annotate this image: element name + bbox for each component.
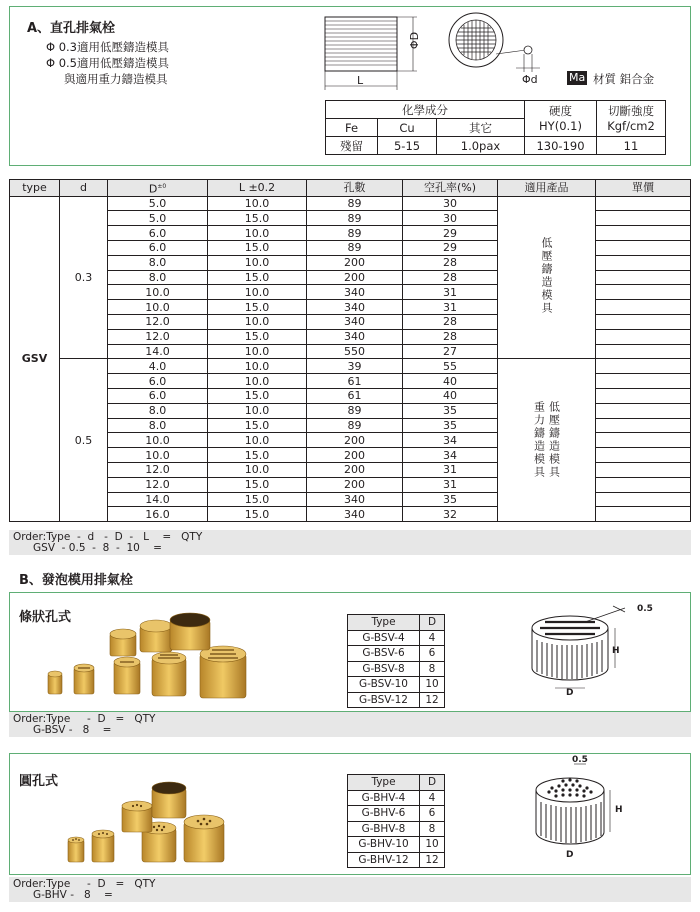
- col-holes: 孔數: [307, 180, 403, 197]
- type-cell: G-BSV-10: [348, 677, 420, 693]
- cell: 6.0: [108, 374, 208, 389]
- dim-l-label: L: [357, 74, 364, 87]
- cell: 12.0: [108, 315, 208, 330]
- bsv-col-type: Type: [348, 615, 420, 631]
- slot-dim-h: H: [612, 646, 620, 656]
- cell: 15.0: [208, 241, 307, 256]
- comp-val-fe: 殘留: [326, 137, 378, 155]
- cell: 10.0: [208, 374, 307, 389]
- section-a-title: A、直孔排氣栓: [27, 21, 116, 36]
- price-cell[interactable]: [596, 448, 691, 463]
- cell: 4.0: [108, 359, 208, 374]
- cell: 10.0: [208, 463, 307, 478]
- note-line-2: Φ 0.5適用低壓鑄造模具: [46, 56, 169, 70]
- cell: 61: [307, 389, 403, 404]
- cell: 55: [403, 359, 498, 374]
- cell: 200: [307, 463, 403, 478]
- bhv-table: [347, 774, 445, 868]
- col-big-d-tol: ±0: [157, 183, 167, 190]
- d-cell: 6: [420, 646, 445, 662]
- col-big-d: [108, 180, 208, 197]
- hole-dim-d: D: [566, 850, 574, 860]
- col-d: d: [60, 180, 108, 197]
- cell: 89: [307, 226, 403, 241]
- price-cell[interactable]: [596, 255, 691, 270]
- cell: 30: [403, 196, 498, 211]
- price-cell[interactable]: [596, 389, 691, 404]
- d-cell: 6: [420, 806, 445, 822]
- cell: 5.0: [108, 211, 208, 226]
- cell: 31: [403, 463, 498, 478]
- cell: 10.0: [208, 344, 307, 359]
- price-cell[interactable]: [596, 300, 691, 315]
- material-text: 材質 鋁合金: [593, 72, 655, 86]
- hardness-value: 130-190: [525, 137, 597, 155]
- price-cell[interactable]: [596, 359, 691, 374]
- cell: 15.0: [208, 329, 307, 344]
- type-cell: G-BSV-8: [348, 661, 420, 677]
- bsv-col-d: D: [420, 615, 445, 631]
- order-a-line-1: Order:Type - d - D - L = QTY: [13, 531, 203, 543]
- product-text-wrap: [498, 401, 595, 479]
- cell: 40: [403, 389, 498, 404]
- table-row: [348, 646, 445, 662]
- order-example-slot: [9, 712, 691, 737]
- type-cell: G-BSV-4: [348, 630, 420, 646]
- price-cell[interactable]: [596, 492, 691, 507]
- cell: 15.0: [208, 448, 307, 463]
- cell: 29: [403, 241, 498, 256]
- cell: 89: [307, 241, 403, 256]
- vent-side-drawing: [320, 12, 430, 92]
- order-slot-line-2: G-BSV - 8 =: [13, 724, 112, 736]
- section-a-notes: [46, 39, 169, 87]
- type-cell: G-BHV-6: [348, 806, 420, 822]
- cell: 8.0: [108, 418, 208, 433]
- cell: 10.0: [208, 226, 307, 241]
- cell: 14.0: [108, 492, 208, 507]
- cell: 34: [403, 448, 498, 463]
- hardness-label: 硬度: [549, 103, 572, 118]
- hardness-unit: HY(0.1): [539, 118, 582, 133]
- cut-header: [597, 101, 666, 137]
- table-row: [348, 692, 445, 708]
- hole-vents-photo: [62, 776, 242, 868]
- table-row: [348, 630, 445, 646]
- product-cell: [498, 196, 596, 359]
- cell: 200: [307, 433, 403, 448]
- price-cell[interactable]: [596, 418, 691, 433]
- cell: 8.0: [108, 255, 208, 270]
- bhv-col-type: Type: [348, 775, 420, 791]
- cell: 89: [307, 196, 403, 211]
- d-cell: 8: [420, 661, 445, 677]
- d-cell: 10: [420, 837, 445, 853]
- table-row: [348, 821, 445, 837]
- col-porosity: 空孔率(%): [403, 180, 498, 197]
- cell: 10.0: [208, 285, 307, 300]
- cell: 10.0: [108, 448, 208, 463]
- price-cell[interactable]: [596, 211, 691, 226]
- order-example-hole: [9, 877, 691, 902]
- composition-table: [325, 100, 666, 155]
- slot-vents-photo: [40, 612, 260, 707]
- cell: 35: [403, 403, 498, 418]
- gsv-spec-table: [9, 179, 691, 522]
- cell: 32: [403, 507, 498, 522]
- cell: 10.0: [208, 403, 307, 418]
- cell: 340: [307, 300, 403, 315]
- cell: 30: [403, 211, 498, 226]
- price-cell[interactable]: [596, 196, 691, 211]
- comp-col-other: 其它: [436, 119, 524, 137]
- slot-type-title: 條狀孔式: [19, 610, 72, 625]
- cell: 28: [403, 270, 498, 285]
- hole-vent-drawing: [530, 760, 640, 865]
- table-row: [348, 790, 445, 806]
- cell: 6.0: [108, 226, 208, 241]
- order-hole-line-2: G-BHV - 8 =: [13, 889, 113, 901]
- order-slot-line-1: Order:Type - D = QTY: [13, 713, 156, 725]
- d-cell: 10: [420, 677, 445, 693]
- table-row: [348, 852, 445, 868]
- type-cell: G-BHV-8: [348, 821, 420, 837]
- cell: 6.0: [108, 389, 208, 404]
- type-cell: G-BHV-4: [348, 790, 420, 806]
- type-cell: G-BHV-10: [348, 837, 420, 853]
- dim-d-label: ΦD: [408, 31, 422, 50]
- cell: 15.0: [208, 492, 307, 507]
- cell: 34: [403, 433, 498, 448]
- order-a-line-2: GSV - 0.5 - 8 - 10 =: [13, 542, 162, 554]
- order-example-a: [9, 530, 691, 555]
- price-cell[interactable]: [596, 315, 691, 330]
- cell: 16.0: [108, 507, 208, 522]
- cell: 15.0: [208, 389, 307, 404]
- price-cell[interactable]: [596, 344, 691, 359]
- cell: 31: [403, 285, 498, 300]
- material-badge: Ma: [569, 71, 586, 84]
- cell: 10.0: [108, 300, 208, 315]
- table-row: [348, 837, 445, 853]
- cell: 10.0: [208, 196, 307, 211]
- cell: 31: [403, 477, 498, 492]
- cell: 200: [307, 448, 403, 463]
- comp-val-cu: 5-15: [378, 137, 437, 155]
- note-line-3: 與適用重力鑄造模具: [64, 72, 168, 86]
- order-hole-line-1: Order:Type - D = QTY: [13, 878, 156, 890]
- cell: 89: [307, 418, 403, 433]
- cell: 340: [307, 507, 403, 522]
- cell: 40: [403, 374, 498, 389]
- price-cell[interactable]: [596, 463, 691, 478]
- type-cell: G-BSV-12: [348, 692, 420, 708]
- cell: 550: [307, 344, 403, 359]
- cell: 8.0: [108, 403, 208, 418]
- comp-col-fe: Fe: [326, 119, 378, 137]
- cell: 6.0: [108, 241, 208, 256]
- type-cell: G-BSV-6: [348, 646, 420, 662]
- cell: 10.0: [208, 315, 307, 330]
- cell: 15.0: [208, 300, 307, 315]
- dim-small-d-label: Φd: [522, 73, 538, 86]
- cell: 14.0: [108, 344, 208, 359]
- cell: 12.0: [108, 463, 208, 478]
- price-cell[interactable]: [596, 270, 691, 285]
- cut-value: 11: [597, 137, 666, 155]
- d-cell: 4: [420, 630, 445, 646]
- cell: 35: [403, 418, 498, 433]
- cell: 200: [307, 270, 403, 285]
- cell: 89: [307, 403, 403, 418]
- product-text-low: 低壓鑄造模具: [547, 401, 561, 480]
- composition-header: 化學成分: [326, 101, 525, 119]
- type-cell: G-BHV-12: [348, 852, 420, 868]
- cell: 15.0: [208, 418, 307, 433]
- cell: 340: [307, 315, 403, 330]
- bhv-col-d: D: [420, 775, 445, 791]
- product-cell: [498, 359, 596, 522]
- cell: 15.0: [208, 211, 307, 226]
- price-cell[interactable]: [596, 329, 691, 344]
- cell: 28: [403, 329, 498, 344]
- cell: 10.0: [108, 433, 208, 448]
- col-type: type: [10, 180, 60, 197]
- cut-label: 切斷強度: [608, 103, 654, 118]
- cell: 39: [307, 359, 403, 374]
- cell: 28: [403, 315, 498, 330]
- table-row: [10, 359, 691, 374]
- col-l: L ±0.2: [208, 180, 307, 197]
- cell: 8.0: [108, 270, 208, 285]
- cell: 15.0: [208, 507, 307, 522]
- cell: 27: [403, 344, 498, 359]
- cell: 15.0: [208, 477, 307, 492]
- hole-dim-top: 0.5: [572, 755, 588, 765]
- table-row: [348, 661, 445, 677]
- d-cell: 0.5: [60, 359, 108, 522]
- comp-col-cu: Cu: [378, 119, 437, 137]
- d-cell: 8: [420, 821, 445, 837]
- cell: 28: [403, 255, 498, 270]
- cell: 10.0: [108, 285, 208, 300]
- cell: 340: [307, 329, 403, 344]
- price-cell[interactable]: [596, 507, 691, 522]
- cell: 340: [307, 285, 403, 300]
- table-row: [348, 806, 445, 822]
- product-text-gravity: 重力鑄造模具: [532, 401, 546, 480]
- cell: 200: [307, 255, 403, 270]
- hole-dim-h: H: [615, 805, 623, 815]
- cell: 12.0: [108, 329, 208, 344]
- price-cell[interactable]: [596, 241, 691, 256]
- col-product: 適用產品: [498, 180, 596, 197]
- cell: 61: [307, 374, 403, 389]
- cell: 12.0: [108, 477, 208, 492]
- price-cell[interactable]: [596, 477, 691, 492]
- product-text: 低壓鑄造模具: [540, 237, 553, 316]
- cell: 35: [403, 492, 498, 507]
- d-cell: 12: [420, 692, 445, 708]
- price-cell[interactable]: [596, 403, 691, 418]
- cell: 340: [307, 492, 403, 507]
- cell: 10.0: [208, 255, 307, 270]
- hole-type-title: 圓孔式: [19, 774, 59, 789]
- cell: 5.0: [108, 196, 208, 211]
- cell: 31: [403, 300, 498, 315]
- price-cell[interactable]: [596, 433, 691, 448]
- slot-dim-top: 0.5: [637, 604, 653, 614]
- cell: 10.0: [208, 433, 307, 448]
- cell: 10.0: [208, 359, 307, 374]
- cell: 29: [403, 226, 498, 241]
- type-cell: GSV: [10, 196, 60, 522]
- cell: 15.0: [208, 270, 307, 285]
- d-cell: 0.3: [60, 196, 108, 359]
- slot-dim-d: D: [566, 688, 574, 698]
- comp-val-other: 1.0pax: [436, 137, 524, 155]
- col-price: 單價: [596, 180, 691, 197]
- table-row: [10, 196, 691, 211]
- hardness-header: [525, 101, 597, 137]
- table-row: [348, 677, 445, 693]
- d-cell: 12: [420, 852, 445, 868]
- note-line-1: Φ 0.3適用低壓鑄造模具: [46, 40, 169, 54]
- price-cell[interactable]: [596, 374, 691, 389]
- cell: 200: [307, 477, 403, 492]
- col-big-d-label: D: [148, 182, 158, 196]
- price-cell[interactable]: [596, 226, 691, 241]
- price-cell[interactable]: [596, 285, 691, 300]
- section-b-title: B、發泡模用排氣栓: [19, 573, 133, 588]
- bsv-table: [347, 614, 445, 708]
- d-cell: 4: [420, 790, 445, 806]
- cell: 89: [307, 211, 403, 226]
- cut-unit: Kgf/cm2: [607, 118, 655, 133]
